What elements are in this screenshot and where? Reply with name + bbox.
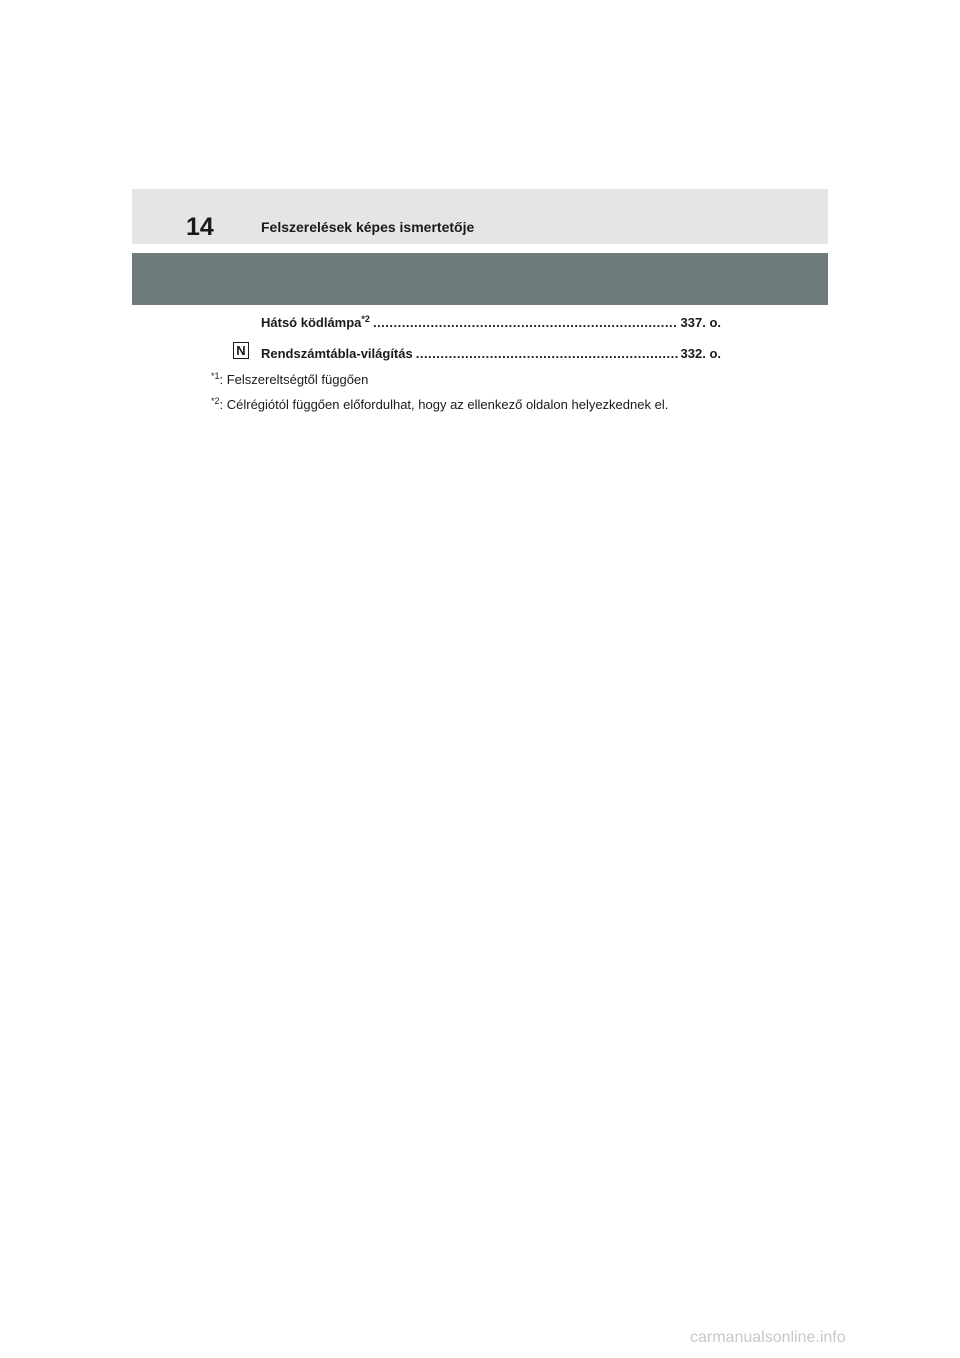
item-badge-n: N (233, 342, 249, 359)
header-band (132, 189, 828, 244)
leader-dots (416, 346, 678, 362)
entry-page-ref[interactable]: 332. o. (680, 346, 721, 361)
footnote-2 (211, 397, 668, 413)
watermark: carmanualsonline.info (690, 1329, 846, 1346)
footnote-mark: *1 (211, 371, 220, 381)
leader-dots (373, 315, 678, 331)
footnote-mark: *2 (211, 396, 220, 406)
section-title: Felszerelések képes ismertetője (261, 219, 475, 235)
entry-label: Hátsó ködlámpa$^{*2}$ (261, 314, 370, 330)
footnote-text: : Felszereltségtől függően (219, 372, 369, 387)
footnote-mark: *2 (361, 314, 370, 324)
footnote-text: : Célrégiótól függően előfordulhat, hogy az ellenkező oldalon helyezkednek el. (219, 397, 669, 412)
footnote-1 (211, 372, 368, 388)
entry-page-ref[interactable]: 337. o. (680, 315, 721, 330)
section-banner (132, 253, 828, 305)
entry-label: Rendszámtábla-világítás (261, 346, 413, 361)
index-entry-license-plate-light (261, 346, 721, 362)
page-number: 14 (186, 213, 214, 241)
index-entry-rear-fog-lamp (261, 315, 721, 331)
